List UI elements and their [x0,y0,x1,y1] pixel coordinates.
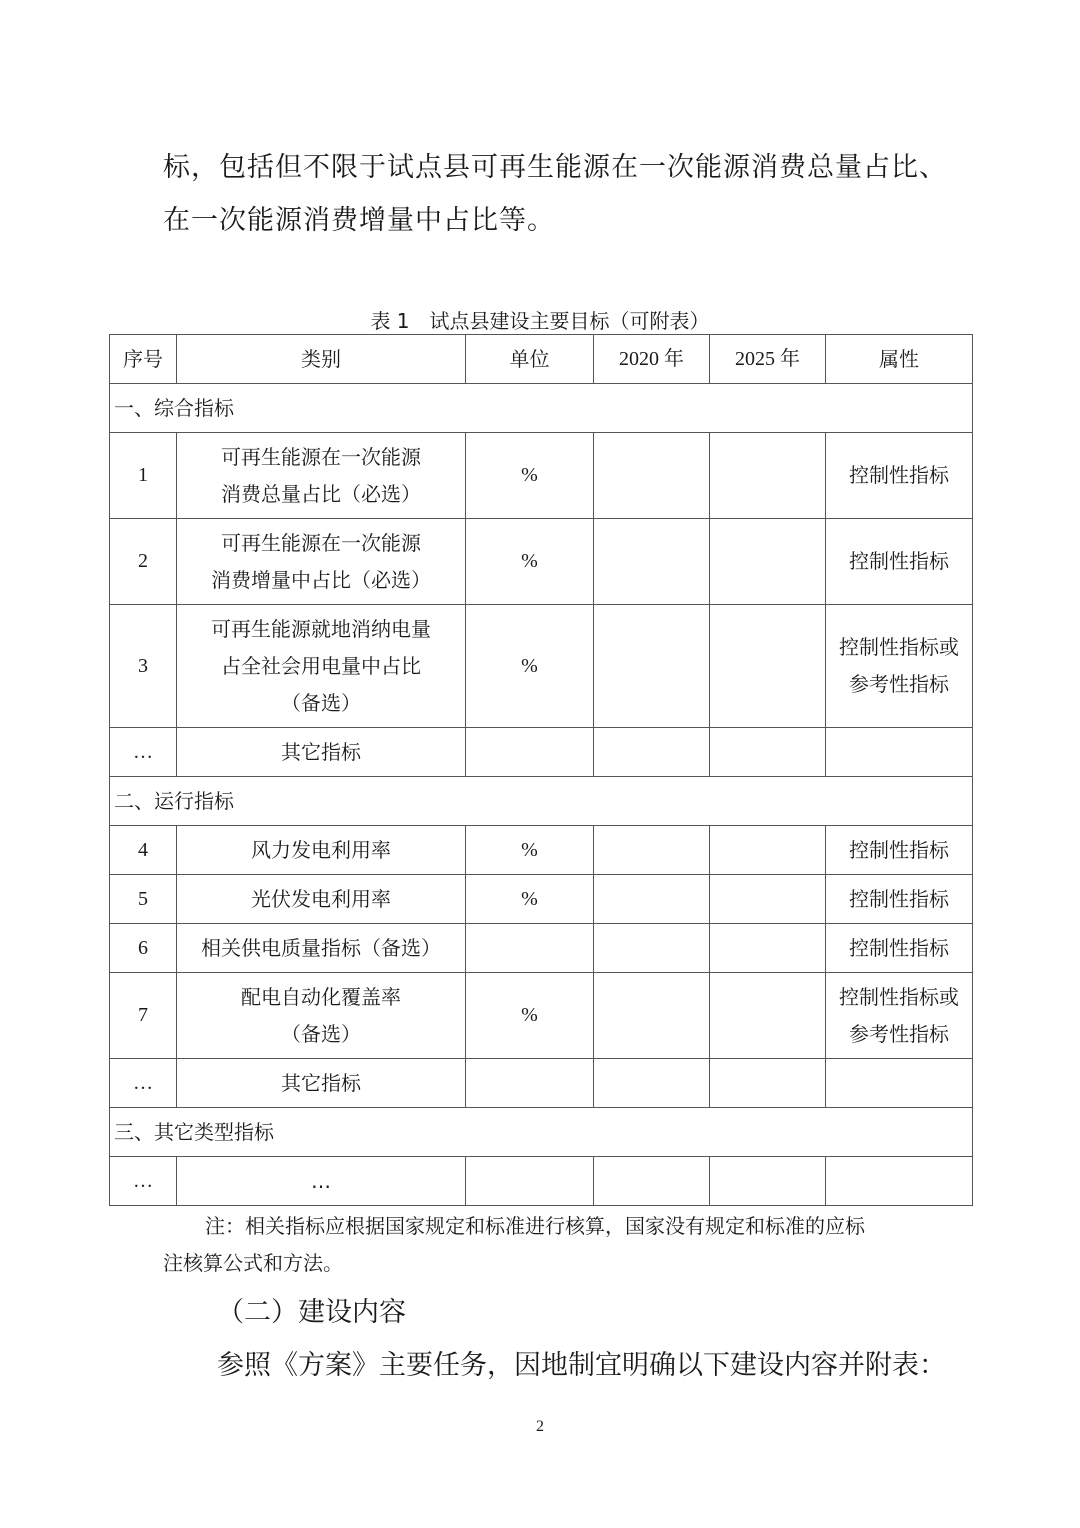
cell-unit [466,924,594,973]
cell-2020 [594,924,710,973]
category-line: 光伏发电利用率 [251,886,391,911]
cell-no: 2 [110,519,177,605]
cell-no: 1 [110,433,177,519]
cell-no: 6 [110,924,177,973]
cell-attr [826,433,973,519]
cell-category [177,605,466,728]
cell-2025 [710,433,826,519]
header-2025: 2025 年 [710,335,826,384]
table-row [110,875,973,924]
header-unit: 单位 [466,335,594,384]
cell-2025 [710,826,826,875]
cell-unit: % [466,973,594,1059]
header-category: 类别 [177,335,466,384]
category-line: 可再生能源就地消纳电量 [211,616,431,641]
section-title: 二、运行指标 [110,777,973,826]
attr-line: 参考性指标 [849,672,949,696]
section-text: 参照《方案》主要任务，因地制宜明确以下建设内容并附表： [217,1350,946,1381]
cell-no: 7 [110,973,177,1059]
cell-no: … [110,1059,177,1108]
cell-2020 [594,605,710,728]
attr-line: 控制性指标 [849,463,949,487]
cell-no: … [110,728,177,777]
cell-unit: % [466,875,594,924]
cell-attr [826,924,973,973]
cell-unit [466,728,594,777]
category-line: （备选） [281,690,361,715]
cell-2020 [594,875,710,924]
cell-attr [826,973,973,1059]
attr-line: 参考性指标 [849,1021,949,1046]
table-header-row [110,335,973,384]
cell-category [177,973,466,1059]
cell-unit [466,1157,594,1206]
cell-category [177,433,466,519]
table-note [163,1208,923,1282]
cell-attr [826,1157,973,1206]
cell-no: … [110,1157,177,1206]
table-row [110,728,973,777]
header-attr: 属性 [826,335,973,384]
cell-no: 3 [110,605,177,728]
intro-line-2: 在一次能源消费增量中占比等。 [163,205,555,236]
category-line: 相关供电质量指标（备选） [201,935,441,960]
cell-category [177,1059,466,1108]
cell-2020 [594,1157,710,1206]
table-row [110,605,973,728]
cell-category [177,728,466,777]
cell-unit: % [466,826,594,875]
cell-2020 [594,826,710,875]
header-no: 序号 [110,335,177,384]
cell-2020 [594,728,710,777]
cell-category [177,875,466,924]
cell-no: 4 [110,826,177,875]
category-line: 占全社会用电量中占比 [221,653,421,678]
section-heading: （二）建设内容 [217,1297,406,1328]
category-line: 可再生能源在一次能源 [221,530,421,555]
table-row [110,1157,973,1206]
cell-attr [826,875,973,924]
attr-line: 控制性指标或 [839,635,959,659]
category-line: 其它指标 [281,1070,361,1095]
cell-unit: % [466,605,594,728]
cell-attr [826,1059,973,1108]
note-line-2: 注核算公式和方法。 [163,1251,343,1275]
attr-line: 控制性指标 [849,549,949,573]
section-row [110,777,973,826]
header-2020: 2020 年 [594,335,710,384]
cell-attr [826,826,973,875]
cell-attr [826,519,973,605]
section-title: 一、综合指标 [110,384,973,433]
table-row [110,1059,973,1108]
cell-2020 [594,433,710,519]
category-line: 配电自动化覆盖率 [241,984,401,1009]
category-line: 风力发电利用率 [251,837,391,862]
table-row [110,826,973,875]
section-row [110,1108,973,1157]
cell-2025 [710,1157,826,1206]
cell-2025 [710,875,826,924]
cell-2020 [594,1059,710,1108]
category-line: 其它指标 [281,739,361,764]
attr-line: 控制性指标 [849,886,949,911]
cell-attr [826,728,973,777]
category-line: 可再生能源在一次能源 [221,444,421,469]
table-row [110,519,973,605]
attr-line: 控制性指标或 [839,984,959,1009]
table-row [110,924,973,973]
category-line: … [311,1168,331,1193]
cell-2025 [710,728,826,777]
cell-2025 [710,973,826,1059]
category-line: （备选） [281,1021,361,1046]
targets-table [109,334,973,1206]
cell-category [177,519,466,605]
cell-no: 5 [110,875,177,924]
intro-line-1: 标，包括但不限于试点县可再生能源在一次能源消费总量占比、 [163,152,947,183]
cell-unit: % [466,433,594,519]
note-line-1: 注：相关指标应根据国家规定和标准进行核算，国家没有规定和标准的应标 [205,1214,865,1238]
cell-category [177,826,466,875]
cell-2025 [710,924,826,973]
category-line: 消费总量占比（必选） [221,481,421,506]
cell-category [177,1157,466,1206]
cell-attr [826,605,973,728]
attr-line: 控制性指标 [849,935,949,960]
cell-2020 [594,973,710,1059]
cell-2020 [594,519,710,605]
cell-2025 [710,1059,826,1108]
table-caption: 表 1 试点县建设主要目标（可附表） [370,309,710,333]
cell-category [177,924,466,973]
section-row [110,384,973,433]
table-row [110,973,973,1059]
attr-line: 控制性指标 [849,837,949,862]
category-line: 消费增量中占比（必选） [211,567,431,592]
cell-2025 [710,605,826,728]
cell-2025 [710,519,826,605]
section-title: 三、其它类型指标 [110,1108,973,1157]
cell-unit: % [466,519,594,605]
table-row [110,433,973,519]
cell-unit [466,1059,594,1108]
page-number: 2 [536,1418,544,1435]
